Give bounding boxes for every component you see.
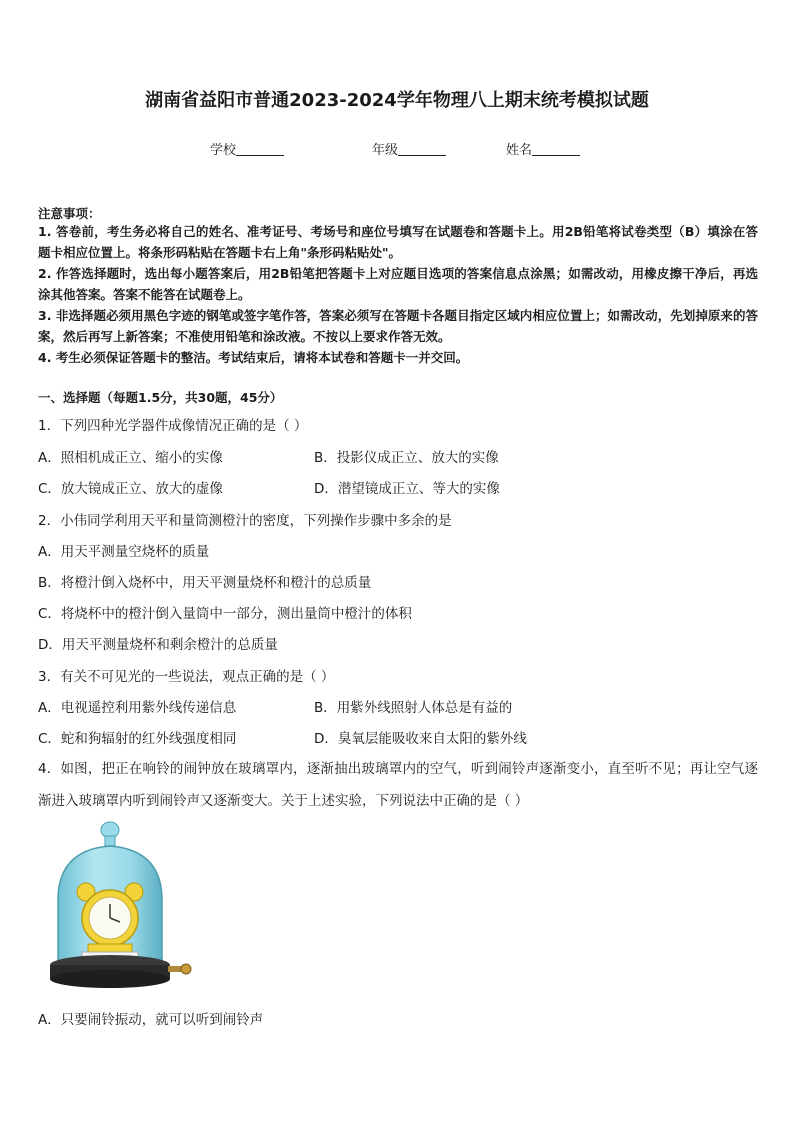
section-title: 一、选择题（每题1.5分，共30题，45分） [38, 390, 283, 405]
option-c: C．蛇和狗辐射的红外线强度相同 [38, 731, 237, 747]
name-label: 姓名 [506, 143, 533, 158]
option-a: A．用天平测量空烧杯的质量 [38, 544, 210, 560]
question-stem: 4．如图，把正在响铃的闹钟放在玻璃罩内，逐渐抽出玻璃罩内的空气，听到闹铃声逐渐变小，直至听不见；再让空气逐渐进入玻璃罩内听到闹铃声又逐渐变大。关于上述实验，下列说法中正确的是（ ） [38, 761, 758, 809]
option-a: A．电视遥控利用紫外线传递信息 [38, 700, 237, 716]
bell-jar-knob [101, 822, 119, 846]
page-title: 湖南省益阳市普通2023-2024学年物理八上期末统考模拟试题 [145, 90, 649, 111]
option-a: A．只要闹铃振动，就可以听到闹铃声 [38, 1012, 264, 1028]
option-d: D．潜望镜成正立、等大的实像 [314, 481, 500, 497]
question-stem: 3．有关不可见光的一些说法，观点正确的是（ ） [38, 669, 335, 685]
note-item: 3. 非选择题必须用黑色字迹的钢笔或签字笔作答，答案必须写在答题卡各题目指定区域内相应位置上；如需改动，先划掉原来的答案，然后再写上新答案；不准使用铅笔和涂改液。不按以上要求作答无效。 [38, 308, 758, 344]
note-item: 4. 考生必须保证答题卡的整洁。考试结束后，请将本试卷和答题卡一并交回。 [38, 350, 469, 365]
option-b: B．将橙汁倒入烧杯中，用天平测量烧杯和橙汁的总质量 [38, 575, 372, 591]
question-stem: 2．小伟同学利用天平和量筒测橙汁的密度，下列操作步骤中多余的是 [38, 513, 452, 529]
school-label: 学校 [210, 143, 237, 158]
school-blank [236, 143, 284, 156]
bell-jar-figure [48, 820, 198, 998]
name-field [506, 139, 580, 158]
school-field [210, 139, 284, 158]
option-d: D．用天平测量烧杯和剩余橙汁的总质量 [38, 637, 278, 653]
option-c: C．放大镜成正立、放大的虚像 [38, 481, 223, 497]
question-stem: 1．下列四种光学器件成像情况正确的是（ ） [38, 418, 308, 434]
name-blank [532, 143, 580, 156]
option-b: B．投影仪成正立、放大的实像 [314, 450, 499, 466]
jar-base [50, 955, 191, 988]
notes-title: 注意事项： [38, 206, 101, 221]
grade-field [372, 139, 446, 158]
option-a: A．照相机成正立、缩小的实像 [38, 450, 223, 466]
option-c: C．将烧杯中的橙汁倒入量筒中一部分，测出量筒中橙汁的体积 [38, 606, 412, 622]
note-item: 1. 答卷前，考生务必将自己的姓名、准考证号、考场号和座位号填写在试题卷和答题卡上。用2B铅笔将试卷类型（B）填涂在答题卡相应位置上。将条形码粘贴在答题卡右上角"条形码粘贴处"。 [38, 224, 758, 260]
note-item: 2. 作答选择题时，选出每小题答案后，用2B铅笔把答题卡上对应题目选项的答案信息点涂黑；如需改动，用橡皮擦干净后，再选涂其他答案。答案不能答在试题卷上。 [38, 266, 758, 302]
grade-label: 年级 [372, 143, 399, 158]
grade-blank [398, 143, 446, 156]
option-b: B．用紫外线照射人体总是有益的 [314, 700, 513, 716]
option-d: D．臭氧层能吸收来自太阳的紫外线 [314, 731, 527, 747]
